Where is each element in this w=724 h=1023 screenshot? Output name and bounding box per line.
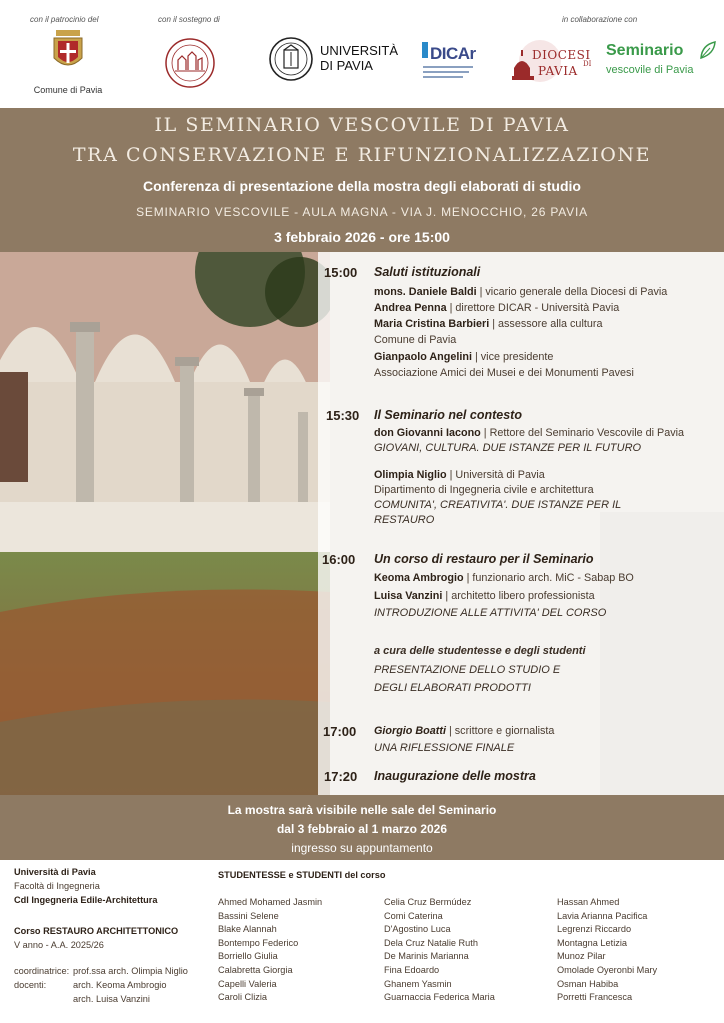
- comune-crest-icon: [28, 28, 108, 76]
- talk-title: INTRODUZIONE ALLE ATTIVITA' DEL CORSO: [374, 607, 607, 619]
- teacher-name: arch. Keoma Ambrogio: [73, 980, 167, 990]
- course-name: Corso RESTAURO ARCHITETTONICO: [14, 926, 179, 936]
- students-heading: STUDENTESSE e STUDENTI del corso: [218, 870, 386, 880]
- student-name: Borriello Giulia: [218, 951, 278, 962]
- title-line2: TRA CONSERVAZIONE E RIFUNZIONALIZZAZIONE: [72, 144, 652, 166]
- student-name: Bontempo Federico: [218, 937, 299, 948]
- degree: Cdl Ingegneria Edile-Architettura: [14, 895, 158, 905]
- speaker-line: mons. Daniele Baldi | vicario generale della Diocesi di Pavia: [374, 286, 668, 298]
- exhibition-line3: ingresso su appuntamento: [291, 841, 433, 855]
- session-title-2: Il Seminario nel contesto: [374, 408, 522, 422]
- session-title-1: Saluti istituzionali: [374, 265, 481, 279]
- student-name: Blake Alannah: [218, 924, 277, 935]
- time-1600: 16:00: [322, 552, 356, 567]
- curated-by: a cura delle studentesse e degli studenti: [374, 645, 586, 657]
- seminario-line1: Seminario: [606, 42, 684, 59]
- speaker-dept: Dipartimento di Ingegneria civile e architettura: [374, 484, 594, 496]
- time-1530: 15:30: [326, 408, 360, 423]
- exhibition-line1: La mostra sarà visibile nelle sale del Seminario: [227, 803, 497, 817]
- date-time: 3 febbraio 2026 - ore 15:00: [274, 229, 450, 245]
- teacher-name: arch. Luisa Vanzini: [73, 994, 150, 1004]
- student-name: Porretti Francesca: [557, 992, 633, 1003]
- student-name: Ghanem Yasmin: [384, 978, 452, 989]
- unipv-line1: UNIVERSITÀ: [320, 43, 399, 58]
- speaker-line: Olimpia Niglio | Università di Pavia: [374, 469, 545, 481]
- students-col-2: [384, 896, 495, 1005]
- talk-title: COMUNITA', CREATIVITA'. DUE ISTANZE PER IL: [374, 499, 622, 511]
- speaker-line: Comune di Pavia: [374, 334, 457, 346]
- talk-title: RESTAURO: [374, 514, 435, 526]
- comune-logo: [28, 28, 108, 98]
- speaker-line: Maria Cristina Barbieri | assessore alla cultura: [374, 318, 603, 330]
- student-name: Bassini Selene: [218, 910, 279, 921]
- dicar-logo: [420, 40, 480, 86]
- seminario-line2: vescovile di Pavia: [606, 64, 694, 76]
- faculty: Facoltà di Ingegneria: [14, 881, 100, 891]
- students-col-1: [218, 896, 322, 1005]
- student-name: Calabretta Giorgia: [218, 964, 293, 975]
- student-name: Osman Habiba: [557, 978, 619, 989]
- student-name: Comi Caterina: [384, 910, 443, 921]
- student-name: Montagna Letizia: [557, 937, 627, 948]
- talk-title: GIOVANI, CULTURA. DUE ISTANZE PER IL FUTURO: [374, 442, 642, 454]
- student-name: Caroli Clizia: [218, 992, 268, 1003]
- coordinator-label: coordinatrice:: [14, 966, 70, 976]
- diocesi-logo: [502, 38, 594, 84]
- student-name: Guarnaccia Federica Maria: [384, 992, 495, 1003]
- university: Università di Pavia: [14, 867, 96, 877]
- unipv-line2: DI PAVIA: [320, 58, 373, 73]
- speaker-line: Keoma Ambrogio | funzionario arch. MiC - Sabap BO: [374, 572, 634, 584]
- speaker-line: don Giovanni Iacono | Rettore del Seminario Vescovile di Pavia: [374, 427, 685, 439]
- student-name: De Marinis Marianna: [384, 951, 469, 962]
- title-line1: IL SEMINARIO VESCOVILE DI PAVIA: [154, 114, 570, 136]
- student-name: Lavia Arianna Pacifica: [557, 910, 648, 921]
- student-name: Omolade Oyeronbi Mary: [557, 964, 658, 975]
- amici-musei-logo: [163, 36, 217, 90]
- speaker-line: Associazione Amici dei Musei e dei Monumenti Pavesi: [374, 367, 634, 379]
- time-1700: 17:00: [323, 724, 357, 739]
- teachers-label: docenti:: [14, 980, 47, 990]
- student-name: Munoz Pilar: [557, 951, 606, 962]
- speaker-line: Giorgio Boatti | scrittore e giornalista: [374, 725, 555, 737]
- speaker-line: Luisa Vanzini | architetto libero professionista: [374, 590, 595, 602]
- time-1720: 17:20: [324, 769, 358, 784]
- dicar-label: DICAr: [430, 44, 476, 63]
- collab-label: in collaborazione con: [562, 15, 638, 24]
- unipv-seal-icon: [268, 36, 314, 82]
- student-name: Hassan Ahmed: [557, 897, 620, 907]
- leaf-icon: [698, 40, 718, 60]
- student-name: D'Agostino Luca: [384, 924, 451, 935]
- student-name: Ahmed Mohamed Jasmin: [218, 897, 323, 907]
- coordinator-name: prof.ssa arch. Olimpia Niglio: [73, 966, 188, 976]
- student-name: Capelli Valeria: [218, 978, 277, 989]
- comune-label: Comune di Pavia: [33, 85, 103, 95]
- subtitle: Conferenza di presentazione della mostra degli elaborati di studio: [143, 178, 581, 194]
- speaker-line: Gianpaolo Angelini | vice presidente: [374, 351, 554, 363]
- student-name: Celia Cruz Bermúdez: [384, 897, 472, 907]
- student-name: Legrenzi Riccardo: [557, 924, 632, 935]
- academic-year: V anno - A.A. 2025/26: [14, 940, 104, 950]
- talk-title: DEGLI ELABORATI PRODOTTI: [374, 682, 531, 694]
- patronage-label: con il patrocinio del: [30, 15, 99, 24]
- venue: SEMINARIO VESCOVILE - AULA MAGNA - VIA J. MENOCCHIO, 26 PAVIA: [136, 205, 588, 219]
- support-label: con il sostegno di: [158, 15, 220, 24]
- diocesi-line2: PAVIA: [538, 64, 578, 78]
- speaker-line: Andrea Penna | direttore DICAR - Università Pavia: [374, 302, 620, 314]
- session-title-3: Un corso di restauro per il Seminario: [374, 552, 594, 566]
- diocesi-di: DI: [583, 60, 592, 68]
- student-name: Dela Cruz Natalie Ruth: [384, 937, 478, 948]
- session-title-5: Inaugurazione delle mostra: [374, 769, 536, 783]
- unipv-logo: [268, 36, 398, 86]
- seminario-logo: [606, 40, 718, 84]
- students-col-3: [557, 896, 657, 1005]
- exhibition-line2: dal 3 febbraio al 1 marzo 2026: [276, 822, 448, 836]
- amici-musei-seal-icon: [163, 36, 217, 90]
- time-1500: 15:00: [324, 265, 358, 280]
- talk-title: PRESENTAZIONE DELLO STUDIO E: [374, 664, 561, 676]
- talk-title: UNA RIFLESSIONE FINALE: [374, 742, 515, 754]
- student-name: Fina Edoardo: [384, 964, 440, 975]
- diocesi-line1: DIOCESI: [532, 48, 591, 62]
